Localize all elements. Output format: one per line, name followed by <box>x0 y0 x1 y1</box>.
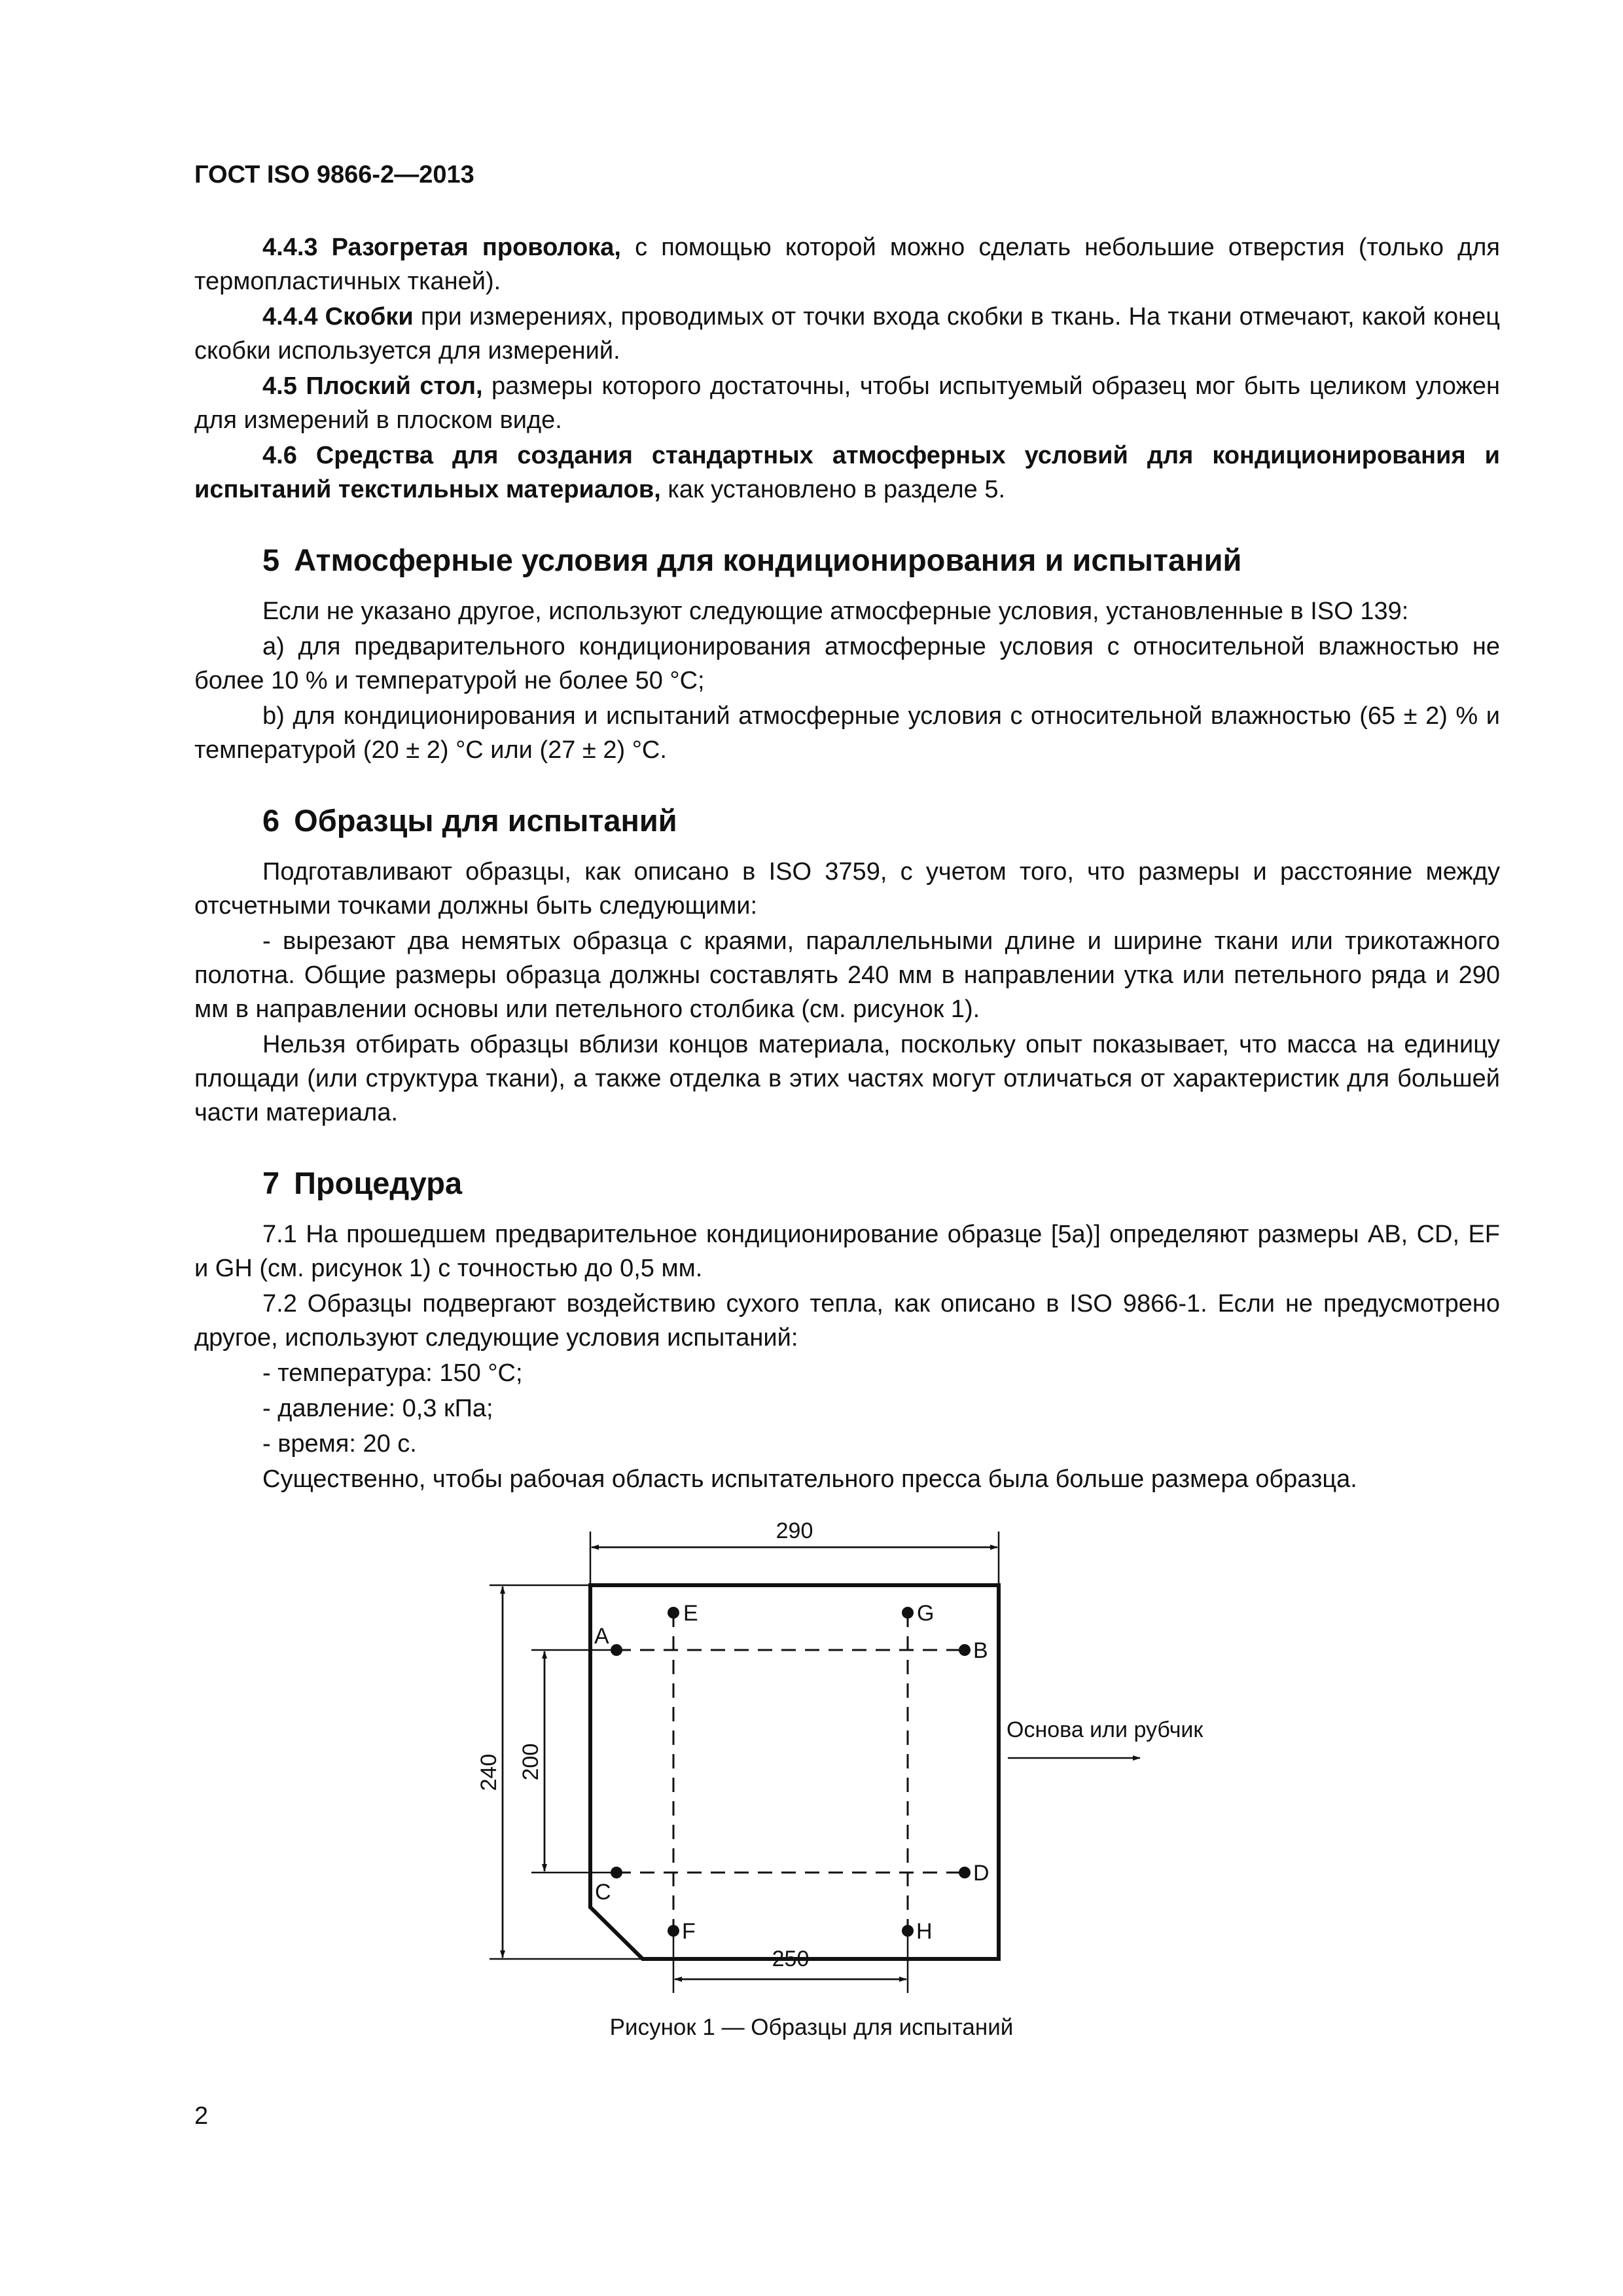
dimension-200 <box>531 1650 616 1873</box>
label-b: B <box>973 1638 988 1663</box>
dimension-290-label: 290 <box>776 1518 813 1543</box>
point-b <box>959 1644 971 1656</box>
section-5-heading <box>194 526 1500 594</box>
term: Плоский стол, <box>306 372 483 400</box>
dimension-240 <box>490 1585 643 1959</box>
section-5-item-b: b) для кондиционирования и испытаний атмосферные условия с относительной влажностью (65 ± 2) % и температурой (20 ± 2) °C или (27 ± 2) °C. <box>194 702 1500 764</box>
point-f <box>668 1925 679 1937</box>
section-5-paragraph: Если не указано другое, используют следующие атмосферные условия, установленные в ISO 139: <box>262 598 1409 625</box>
label-a: A <box>594 1624 609 1649</box>
point-g <box>902 1607 914 1619</box>
clause-number: 4.4.3 <box>262 234 318 261</box>
label-f: F <box>682 1919 696 1944</box>
condition-pressure: - давление: 0,3 кПа; <box>262 1395 493 1422</box>
clause-number: 4.6 <box>262 442 297 469</box>
dimension-250-label: 250 <box>772 1946 810 1971</box>
section-5-item-a: a) для предварительного кондиционирования атмосферные условия с относительной влажностью не более 10 % и температурой не более 50 °C; <box>194 633 1500 694</box>
paragraph-4-4-4 <box>194 300 1500 368</box>
figure-caption: Рисунок 1 — Образцы для испытаний <box>609 2015 1014 2040</box>
section-number: 5 <box>262 543 280 577</box>
section-title: Процедура <box>294 1166 463 1200</box>
section-number: 6 <box>262 803 280 838</box>
specimen-outline <box>590 1585 999 1959</box>
measurement-lines <box>616 1613 965 1931</box>
dimension-200-label: 200 <box>518 1743 543 1781</box>
dimension-290 <box>590 1532 999 1585</box>
section-title: Образцы для испытаний <box>294 803 677 838</box>
condition-temperature: - температура: 150 °C; <box>262 1359 523 1387</box>
clause-text: как установлено в разделе 5. <box>660 476 1006 503</box>
section-6-paragraph: Подготавливают образцы, как описано в ISO 3759, с учетом того, что размеры и расстояние между отсчетными точками должны быть следующими: <box>194 858 1500 920</box>
reference-points <box>611 1607 971 1937</box>
paragraph-4-6 <box>194 439 1500 507</box>
label-h: H <box>916 1919 933 1944</box>
point-d <box>959 1867 971 1878</box>
term: Скобки <box>325 303 414 331</box>
paragraph-7-2: 7.2 Образцы подвергают воздействию сухого тепла, как описано в ISO 9866-1. Если не предусмотрено другое, используют следующие условия испытаний: <box>194 1290 1500 1352</box>
section-title: Атмосферные условия для кондиционирования и испытаний <box>294 543 1242 577</box>
term: Средства для создания стандартных атмосферных условий для кондиционирования и испытаний текстильных материалов, <box>194 442 1500 503</box>
point-a <box>611 1644 622 1656</box>
label-g: G <box>917 1601 935 1626</box>
document-body <box>194 230 1500 1498</box>
section-number: 7 <box>262 1166 280 1200</box>
label-d: D <box>973 1861 990 1886</box>
clause-text: с помощью которой можно сделать небольшие отверстия (только для термопластичных тканей). <box>194 234 1501 295</box>
clause-number: 4.4.4 <box>262 303 318 331</box>
section-6-item: - вырезают два немятых образца с краями, параллельными длине и ширине ткани или трикотажного полотна. Общие размеры образца должны составлять 240 мм в направлении утка или петельного ряда и 290 мм в направлении основы или петельного столбика (см. рисунок 1). <box>194 927 1500 1023</box>
condition-time: - время: 20 с. <box>262 1430 417 1458</box>
label-e: E <box>683 1601 698 1626</box>
dimension-240-label: 240 <box>476 1753 501 1791</box>
term: Разогретая проволока, <box>331 234 621 261</box>
clause-text: при измерениях, проводимых от точки входа скобки в ткань. На ткани отмечают, какой конец скобки используется для измерений. <box>194 303 1500 365</box>
paragraph-4-4-3 <box>194 230 1500 298</box>
document-header: ГОСТ ISO 9866-2—2013 <box>194 161 474 188</box>
section-7-note: Существенно, чтобы рабочая область испытательного пресса была больше размера образца. <box>262 1465 1357 1493</box>
label-c: C <box>595 1880 611 1905</box>
point-h <box>902 1925 914 1937</box>
dimension-250 <box>673 1931 908 1993</box>
clause-text: размеры которого достаточны, чтобы испытуемый образец мог быть целиком уложен для измерений в плоском виде. <box>194 372 1500 434</box>
direction-label: Основа или рубчик <box>1007 1717 1204 1742</box>
point-c <box>611 1867 622 1878</box>
point-e <box>668 1607 679 1619</box>
section-6-heading <box>194 787 1500 855</box>
clause-number: 4.5 <box>262 372 297 400</box>
page-number: 2 <box>194 2102 209 2130</box>
paragraph-4-5 <box>194 369 1500 437</box>
section-7-heading <box>194 1149 1500 1217</box>
paragraph-7-1: 7.1 На прошедшем предварительное кондиционирование образце [5а)] определяют размеры AB, CD, EF и GH (см. рисунок 1) с точностью до 0,5 мм. <box>194 1221 1500 1282</box>
section-6-paragraph: Нельзя отбирать образцы вблизи концов материала, поскольку опыт показывает, что масса на единицу площади (или структура ткани), а также отделка в этих частях могут отличаться от характеристик для большей части материала. <box>194 1031 1500 1126</box>
